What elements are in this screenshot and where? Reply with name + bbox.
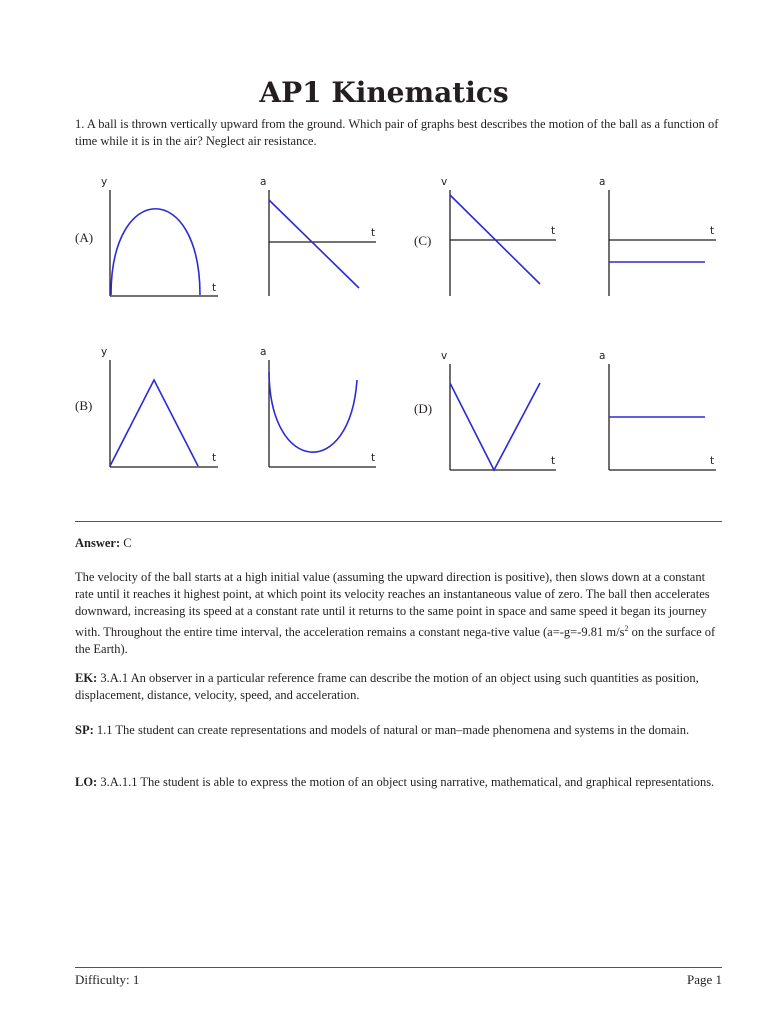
page-title: AP1 Kinematics xyxy=(259,76,509,109)
explanation-part2: on the surface of the Earth). xyxy=(75,625,716,657)
axis-label-t: t xyxy=(551,455,556,467)
answer-label: Answer: xyxy=(75,536,121,550)
graph-d-velocity xyxy=(450,364,556,470)
option-d-label: (D) xyxy=(414,401,433,416)
acceleration-line xyxy=(269,200,359,288)
position-curve xyxy=(110,380,198,466)
explanation-superscript: 2 xyxy=(624,624,629,633)
section-divider xyxy=(75,521,722,522)
axis-label-t: t xyxy=(551,225,556,237)
position-curve xyxy=(111,209,200,295)
answer-line xyxy=(75,535,721,552)
page-footer xyxy=(75,967,722,988)
axis-label-v: v xyxy=(441,176,448,188)
question-body: A ball is thrown vertically upward from the ground. Which pair of graphs best describes the motion of the ball as a function of time while it is in the air? Neglect air resistance. xyxy=(75,117,719,148)
acceleration-curve xyxy=(269,372,357,452)
axis-label-a: a xyxy=(599,350,606,362)
lo-paragraph xyxy=(75,774,721,791)
ek-text: 3.A.1 An observer in a particular reference frame can describe the motion of an object using such quantities as position, displacement, distance, velocity, speed, and acceleration. xyxy=(75,671,699,702)
graph-a-acceleration xyxy=(269,190,376,296)
option-a-label: (A) xyxy=(75,230,94,245)
axis-label-a: a xyxy=(260,346,267,358)
option-b-label: (B) xyxy=(75,398,93,413)
graph-c-velocity xyxy=(450,190,556,296)
page-number: Page 1 xyxy=(686,972,722,987)
explanation-paragraph xyxy=(75,569,721,658)
option-c-label: (C) xyxy=(414,233,432,248)
graph-b-acceleration xyxy=(269,360,376,467)
axis-label-t: t xyxy=(710,225,715,237)
axis-label-t: t xyxy=(212,452,217,464)
sp-paragraph xyxy=(75,722,721,739)
sp-text: 1.1 The student can create representations and models of natural or man–made phenomena and systems in the domain. xyxy=(96,723,690,737)
axis-label-y: y xyxy=(101,346,108,358)
graph-c-acceleration xyxy=(609,190,716,296)
difficulty-text: Difficulty: 1 xyxy=(75,972,140,987)
graph-d-acceleration xyxy=(609,364,716,470)
lo-label: LO: xyxy=(75,775,98,789)
axis-label-t: t xyxy=(710,455,715,467)
graph-a-position xyxy=(110,190,218,296)
sp-label: SP: xyxy=(75,723,94,737)
axis-label-v: v xyxy=(441,350,448,362)
axis-label-t: t xyxy=(371,452,376,464)
question-number: 1. xyxy=(75,117,85,131)
axis-label-t: t xyxy=(371,227,376,239)
answer-value: C xyxy=(123,536,132,550)
ek-label: EK: xyxy=(75,671,98,685)
explanation-part1: The velocity of the ball starts at a high initial value (assuming the upward direction is positive), then slows down at a constant rate until it reaches it highest point, at which point its velocity reaches an instantaneous value of zero. The ball then accelerates downward, increasing its speed at a constant rate until it returns to the same point in space and same speed it began its journey with. Throughout the entire time interval, the acceleration remains a constant nega-tive value (a=-g=-9.81 m/s xyxy=(75,570,710,640)
velocity-line xyxy=(450,383,540,470)
ek-paragraph xyxy=(75,670,721,704)
axis-label-t: t xyxy=(212,282,217,294)
axis-label-a: a xyxy=(599,176,606,188)
axis-label-y: y xyxy=(101,176,108,188)
axis-label-a: a xyxy=(260,176,267,188)
graph-b-position xyxy=(110,360,218,467)
lo-text: 3.A.1.1 The student is able to express the motion of an object using narrative, mathematical, and graphical representations. xyxy=(100,775,715,789)
